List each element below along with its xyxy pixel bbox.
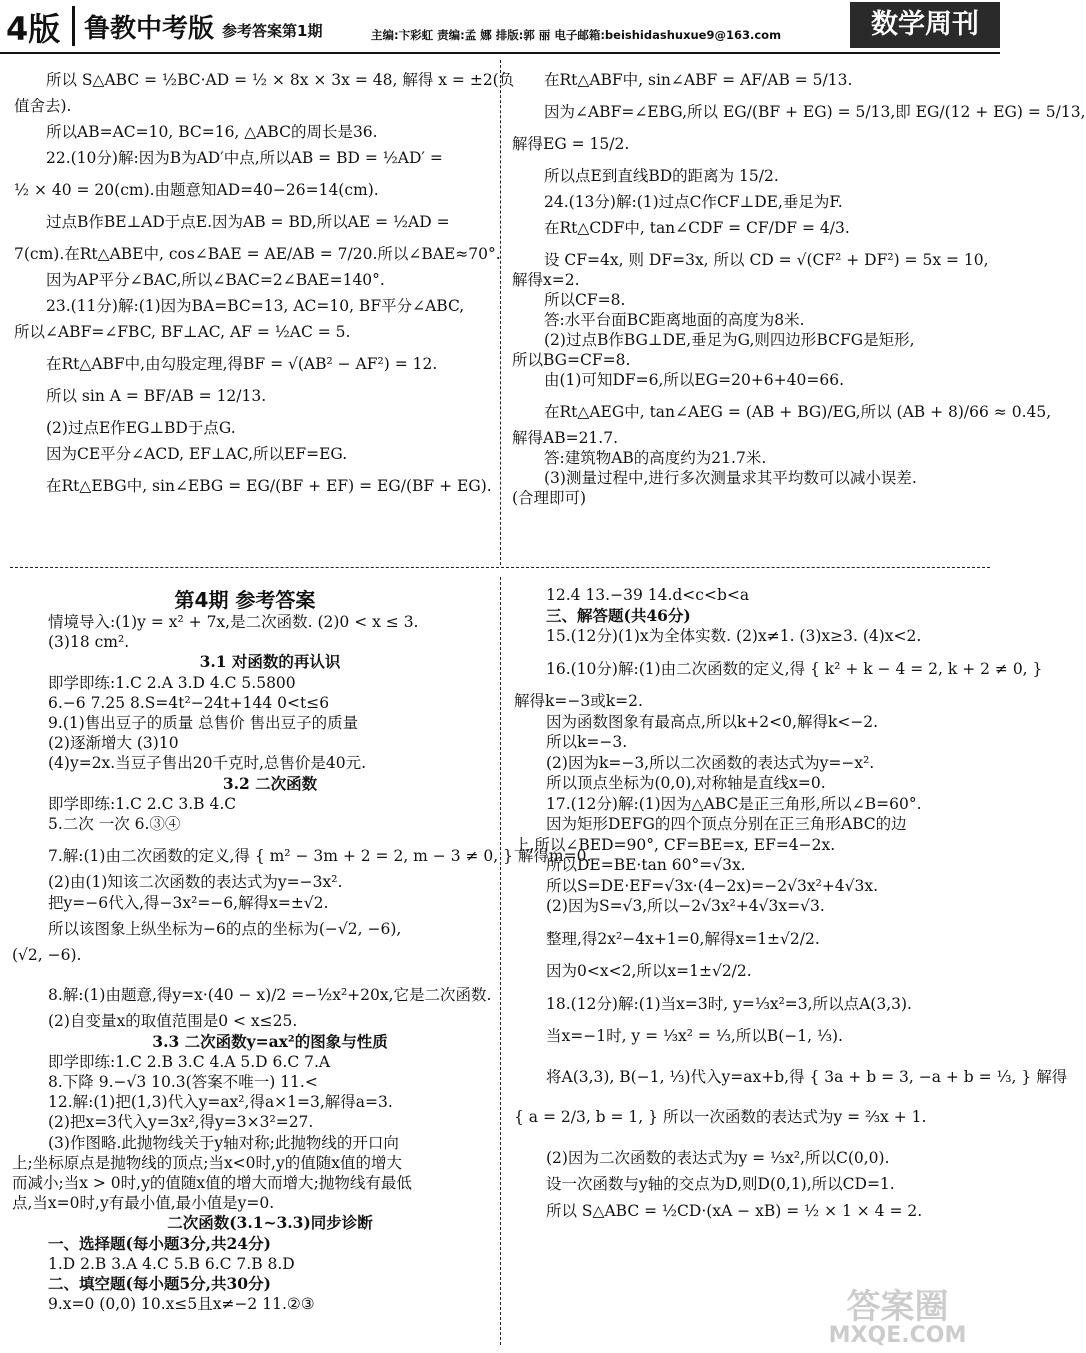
answer-line: 所以S=DE·EF=√3x·(4−2x)=−2√3x²+4√3x. xyxy=(546,876,879,895)
answer-line: 点,当x=0时,y有最小值,最小值是y=0. xyxy=(12,1194,275,1213)
section-divider xyxy=(10,567,990,568)
answer-line: 即学即练:1.C 2.C 3.B 4.C xyxy=(48,794,237,813)
answer-line: 所以AB=AC=10, BC=16, △ABC的周长是36. xyxy=(46,123,378,141)
answer-line: 而减小;当x > 0时,y的值随x值的增大而增大;抛物线有最低 xyxy=(12,1174,412,1193)
answer-line: (3)作图略.此抛物线关于y轴对称;此抛物线的开口向 xyxy=(48,1133,399,1152)
answer-line: 即学即练:1.C 2.A 3.D 4.C 5.5800 xyxy=(48,673,296,692)
answer-line: 所以BG=CF=8. xyxy=(512,351,631,369)
answer-line: 所以点E到直线BD的距离为 15/2. xyxy=(544,167,779,185)
answer-line: 5.二次 一次 6.③④ xyxy=(48,815,181,834)
answer-line: 24.(13分)解:(1)过点C作CF⊥DE,垂足为F. xyxy=(544,193,843,211)
answer-line: (2)过点B作BG⊥DE,垂足为G,则四边形BCFG是矩形, xyxy=(544,331,915,349)
answer-line: 12.解:(1)把(1,3)代入y=ax²,得a×1=3,解得a=3. xyxy=(48,1093,393,1112)
answer-line: (3)测量过程中,进行多次测量求其平均数可以减小误差. xyxy=(544,469,917,487)
answer-line: (√2, −6). xyxy=(12,946,82,965)
issue1-right-column xyxy=(512,70,1086,508)
answer-line: (2)把x=3代入y=3x²,得y=3×3²=27. xyxy=(48,1113,314,1132)
answer-line: 所以 S△ABC = ½CD·(xA − xB) = ½ × 1 × 4 = 2. xyxy=(546,1201,923,1220)
answer-line: (2)由(1)知该二次函数的表达式为y=−3x². xyxy=(48,873,343,892)
answer-line: 因为0<x<2,所以x=1±√2/2. xyxy=(546,962,752,980)
answer-line: 因为AP平分∠BAC,所以∠BAC=2∠BAE=140°. xyxy=(46,271,385,289)
answer-line: 在Rt△ABF中, sin∠ABF = AF/AB = 5/13. xyxy=(544,71,853,89)
subsection-heading: 3.3 二次函数y=ax²的图象与性质 xyxy=(152,1031,388,1051)
answer-line: (4)y=2x.当豆子售出20千克时,总售价是40元. xyxy=(48,754,367,773)
answer-line: (2)因为S=√3,所以−2√3x²+4√3x=√3. xyxy=(546,897,825,915)
answer-line: 15.(12分)(1)x为全体实数. (2)x≠1. (3)x≥3. (4)x<2. xyxy=(546,627,922,645)
answer-line: 23.(11分)解:(1)因为BA=BC=13, AC=10, BF平分∠ABC, xyxy=(46,297,465,315)
answer-line: 所以顶点坐标为(0,0),对称轴是直线x=0. xyxy=(546,774,826,792)
answer-line: { a = 2/3, b = 1, } 所以一次函数的表达式为y = ⅔x + 1. xyxy=(514,1108,927,1126)
answer-line: 在Rt△ABF中,由勾股定理,得BF = √(AB² − AF²) = 12. xyxy=(46,355,438,373)
answer-line: 上,所以∠BED=90°, CF=BE=x, EF=4−2x. xyxy=(514,835,836,854)
answer-line: 所以CF=8. xyxy=(544,291,626,309)
answer-line: (合理即可) xyxy=(512,489,587,507)
answer-line: 9.(1)售出豆子的质量 总售价 售出豆子的质量 xyxy=(48,714,359,733)
section-title: 第4期 参考答案 xyxy=(174,588,316,612)
answer-line: 所以 S△ABC = ½BC·AD = ½ × 8x × 3x = 48, 解得 x = ±2(负 xyxy=(46,71,515,89)
brand-logo: 数学周刊 xyxy=(850,2,1000,48)
header-divider xyxy=(72,6,75,46)
answer-line: (2)过点E作EG⊥BD于点G. xyxy=(46,419,236,437)
answer-line: 设 CF=4x, 则 DF=3x, 所以 CD = √(CF² + DF²) = 5x = 10, xyxy=(544,251,989,269)
answer-line: 所以 sin A = BF/AB = 12/13. xyxy=(46,387,267,405)
answer-line: 17.(12分)解:(1)因为△ABC是正三角形,所以∠B=60°. xyxy=(546,794,922,813)
answer-line: 22.(10分)解:因为B为AD′中点,所以AB = BD = ½AD′ = xyxy=(46,149,443,167)
answer-line: 由(1)可知DF=6,所以EG=20+6+40=66. xyxy=(544,371,845,389)
answer-line: 1.D 2.B 3.A 4.C 5.B 6.C 7.B 8.D xyxy=(48,1254,295,1273)
answer-line: 7.解:(1)由二次函数的定义,得 { m² − 3m + 2 = 2, m − 3 ≠ 0, } 解得m=0. xyxy=(48,847,592,866)
answer-line: 上;坐标原点是抛物线的顶点;当x<0时,y的值随x值的增大 xyxy=(12,1153,402,1172)
answer-line: (2)自变量x的取值范围是0 < x≤25. xyxy=(48,1012,298,1031)
answer-line: 因为矩形DEFG的四个顶点分别在正三角形ABC的边 xyxy=(546,815,907,833)
answer-line: 所以∠ABF=∠FBC, BF⊥AC, AF = ½AC = 5. xyxy=(14,323,351,341)
answer-line: 因为函数图象有最高点,所以k+2<0,解得k<−2. xyxy=(546,712,879,731)
answer-line: 16.(10分)解:(1)由二次函数的定义,得 { k² + k − 4 = 2, k + 2 ≠ 0, } xyxy=(546,659,1043,678)
answer-line: 在Rt△CDF中, tan∠CDF = CF/DF = 4/3. xyxy=(544,219,850,237)
answer-line: 18.(12分)解:(1)当x=3时, y=⅓x²=3,所以点A(3,3). xyxy=(546,994,912,1013)
answer-line: 设一次函数与y轴的交点为D,则D(0,1),所以CD=1. xyxy=(546,1175,895,1193)
answer-line: 将A(3,3), B(−1, ⅓)代入y=ax+b,得 { 3a + b = 3, −a + b = ⅓, } 解得 xyxy=(546,1067,1068,1086)
answer-line: 解得AB=21.7. xyxy=(512,429,619,447)
answer-line: 值舍去). xyxy=(14,97,72,115)
answer-line: ½ × 40 = 20(cm).由题意知AD=40−26=14(cm). xyxy=(14,181,379,199)
subsection-heading: 二次函数(3.1~3.3)同步诊断 xyxy=(167,1213,373,1233)
answer-line: 6.−6 7.25 8.S=4t²−24t+144 0<t≤6 xyxy=(48,693,330,712)
section-heading: 一、选择题(每小题3分,共24分) xyxy=(48,1233,271,1253)
page-header xyxy=(0,0,1000,54)
answer-line: 解得EG = 15/2. xyxy=(512,135,630,153)
answer-line: (2)逐渐增大 (3)10 xyxy=(48,734,179,753)
watermark-url: MXQE.COM xyxy=(828,1323,967,1348)
section-heading: 三、解答题(共46分) xyxy=(546,605,691,625)
answer-line: (2)因为二次函数的表达式为y = ⅓x²,所以C(0,0). xyxy=(546,1148,890,1167)
answer-line: 8.下降 9.−√3 10.3(答案不唯一) 11.< xyxy=(48,1073,318,1092)
answer-line: 解得k=−3或k=2. xyxy=(514,692,643,710)
column-divider-top xyxy=(500,60,501,565)
answer-line: 即学即练:1.C 2.B 3.C 4.A 5.D 6.C 7.A xyxy=(48,1052,331,1071)
issue1-left-column xyxy=(14,70,515,496)
answer-line: 8.解:(1)由题意,得y=x·(40 − x)/2 =−½x²+20x,它是二次函数. xyxy=(48,986,492,1005)
staff-credits: 主编:卞彩虹 责编:孟 娜 排版:郭 丽 电子邮箱:beishidashuxue9@163.com xyxy=(371,28,782,42)
answer-line: 所以DE=BE·tan 60°=√3x. xyxy=(546,856,746,874)
answer-line: 7(cm).在Rt△ABE中, cos∠BAE = AE/AB = 7/20.所以∠BAE≈70°. xyxy=(14,245,501,263)
answer-line: 因为CE平分∠ACD, EF⊥AC,所以EF=EG. xyxy=(46,445,348,463)
answer-line: 解得x=2. xyxy=(512,271,580,289)
publication-name: 鲁教中考版 xyxy=(84,14,215,44)
answer-line: 整理,得2x²−4x+1=0,解得x=1±√2/2. xyxy=(546,929,820,948)
answer-line: 答:建筑物AB的高度约为21.7米. xyxy=(544,449,767,467)
answer-line: 9.x=0 (0,0) 10.x≤5且x≠−2 11.②③ xyxy=(48,1295,315,1314)
subsection-heading: 3.2 二次函数 xyxy=(222,773,318,793)
answer-line: 把y=−6代入,得−3x²=−6,解得x=±√2. xyxy=(48,893,329,912)
answer-line: 当x=−1时, y = ⅓x² = ⅓,所以B(−1, ⅓). xyxy=(546,1027,843,1045)
watermark-text: 答案圈 xyxy=(846,1287,949,1327)
watermark-logo xyxy=(800,1287,995,1350)
section-heading: 二、填空题(每小题5分,共30分) xyxy=(48,1274,271,1294)
answer-line: 在Rt△AEG中, tan∠AEG = (AB + BG)/EG,所以 (AB + 8)/66 ≈ 0.45, xyxy=(544,403,1052,421)
answer-line: 过点B作BE⊥AD于点E.因为AB = BD,所以AE = ½AD = xyxy=(46,213,450,231)
answer-line: 答:水平台面BC距离地面的高度为8米. xyxy=(544,311,805,329)
issue-label: 参考答案第1期 xyxy=(222,22,323,40)
answer-line: 所以k=−3. xyxy=(546,733,628,751)
subsection-heading: 3.1 对函数的再认识 xyxy=(199,652,341,672)
answer-line: 因为∠ABF=∠EBG,所以 EG/(BF + EG) = 5/13,即 EG/(12 + EG) = 5/13, xyxy=(544,103,1086,121)
answer-line: (2)因为k=−3,所以二次函数的表达式为y=−x². xyxy=(546,753,875,772)
answer-line: 所以该图象上纵坐标为−6的点的坐标为(−√2, −6), xyxy=(48,919,402,938)
column-divider-bottom xyxy=(500,577,501,1345)
issue4-right-column xyxy=(514,585,1068,1221)
answer-line: 情境导入:(1)y = x² + 7x,是二次函数. (2)0 < x ≤ 3. xyxy=(48,613,419,631)
answer-line: (3)18 cm². xyxy=(48,633,130,652)
answer-line: 在Rt△EBG中, sin∠EBG = EG/(BF + EF) = EG/(BF + EG). xyxy=(46,477,492,495)
answer-line: 12.4 13.−39 14.d<c<b<a xyxy=(546,586,750,604)
edition-number: 4版 xyxy=(6,10,61,48)
